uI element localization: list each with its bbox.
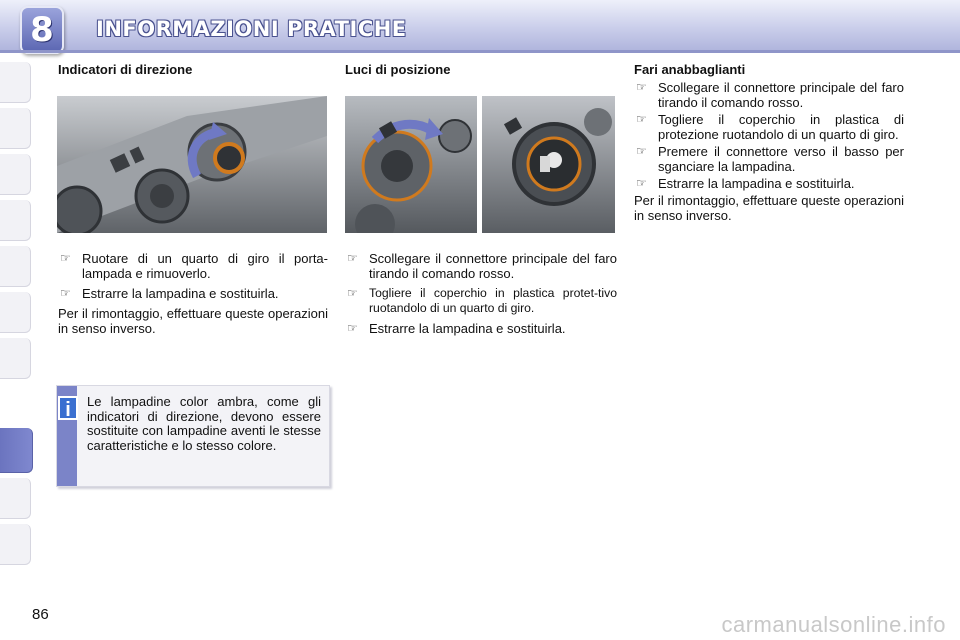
- section-side-lights: [345, 62, 617, 77]
- side-light-bulb-drawing: [482, 96, 615, 233]
- list-item: ☞ Estrarre la lampadina e sostituirla.: [636, 176, 855, 191]
- chapter-tab-10[interactable]: [0, 524, 31, 565]
- pointing-hand-icon: ☞: [347, 286, 358, 300]
- list-item: ☞ Premere il connettore verso il basso per sganciare la lampadina.: [636, 144, 904, 174]
- info-note-text: Le lampadine color ambra, come gli indicatori di direzione, devono essere sostituite con lampadine aventi le stesse caratteristiche e lo stesso colore.: [87, 394, 321, 453]
- side-light-bulb-illustration: [482, 96, 615, 233]
- pointing-hand-icon: ☞: [636, 112, 647, 126]
- pointing-hand-icon: ☞: [636, 144, 647, 158]
- chapter-number-badge: 8: [20, 6, 64, 54]
- pointing-hand-icon: ☞: [347, 321, 358, 335]
- list-item: ☞ Scollegare il connettore principale del faro tirando il comando rosso.: [347, 251, 617, 281]
- header-divider: [0, 50, 960, 53]
- section-dipped-headlamps: [634, 62, 904, 223]
- pointing-hand-icon: ☞: [60, 286, 71, 300]
- chapter-tab-6[interactable]: [0, 292, 31, 333]
- chapter-tab-2[interactable]: [0, 108, 31, 149]
- turn-signal-drawing: [57, 96, 327, 233]
- section-turn-signals: [58, 62, 328, 77]
- list-item: ☞ Togliere il coperchio in plastica protet-tivo ruotandolo di un quarto di giro.: [347, 286, 617, 315]
- chapter-header: [0, 0, 960, 52]
- instruction-list: [58, 251, 328, 301]
- chapter-title: INFORMAZIONI PRATICHE: [96, 17, 407, 41]
- pointing-hand-icon: ☞: [636, 80, 647, 94]
- chapter-tabs: [0, 62, 32, 574]
- section-title: Indicatori di direzione: [58, 62, 193, 77]
- list-item: ☞ Togliere il coperchio in plastica di protezione ruotandolo di un quarto di giro.: [636, 112, 904, 142]
- side-light-cover-illustration: [345, 96, 477, 233]
- chapter-tab-3[interactable]: [0, 154, 31, 195]
- turn-signal-bulb-illustration: [57, 96, 327, 233]
- pointing-hand-icon: ☞: [636, 176, 647, 190]
- instruction-list: [634, 80, 904, 191]
- chapter-tab-8-active[interactable]: [0, 428, 33, 473]
- list-item: ☞ Ruotare di un quarto di giro il porta-lampada e rimuoverlo.: [60, 251, 328, 281]
- chapter-tab-1[interactable]: [0, 62, 31, 103]
- pointing-hand-icon: ☞: [60, 251, 71, 265]
- info-icon: i: [58, 396, 78, 420]
- chapter-tab-9[interactable]: [0, 478, 31, 519]
- info-note-box: [56, 385, 330, 487]
- page-number: 86: [32, 606, 49, 623]
- instruction-list: [345, 251, 617, 336]
- watermark: carmanualsonline.info: [721, 612, 946, 637]
- reassembly-note: Per il rimontaggio, effettuare queste operazioni in senso inverso.: [634, 193, 904, 223]
- side-light-instructions: [345, 251, 617, 341]
- pointing-hand-icon: ☞: [347, 251, 358, 265]
- section-title: Fari anabbaglianti: [634, 62, 746, 77]
- chapter-tab-5[interactable]: [0, 246, 31, 287]
- chapter-tab-4[interactable]: [0, 200, 31, 241]
- chapter-tab-7[interactable]: [0, 338, 31, 379]
- list-item: ☞ Estrarre la lampadina e sostituirla.: [60, 286, 279, 301]
- list-item: ☞ Estrarre la lampadina e sostituirla.: [347, 321, 566, 336]
- reassembly-note: Per il rimontaggio, effettuare queste operazioni in senso inverso.: [58, 306, 328, 336]
- list-item: ☞ Scollegare il connettore principale del faro tirando il comando rosso.: [636, 80, 904, 110]
- side-light-cover-drawing: [345, 96, 477, 233]
- turn-signal-instructions: [58, 251, 328, 336]
- section-title: Luci di posizione: [345, 62, 451, 77]
